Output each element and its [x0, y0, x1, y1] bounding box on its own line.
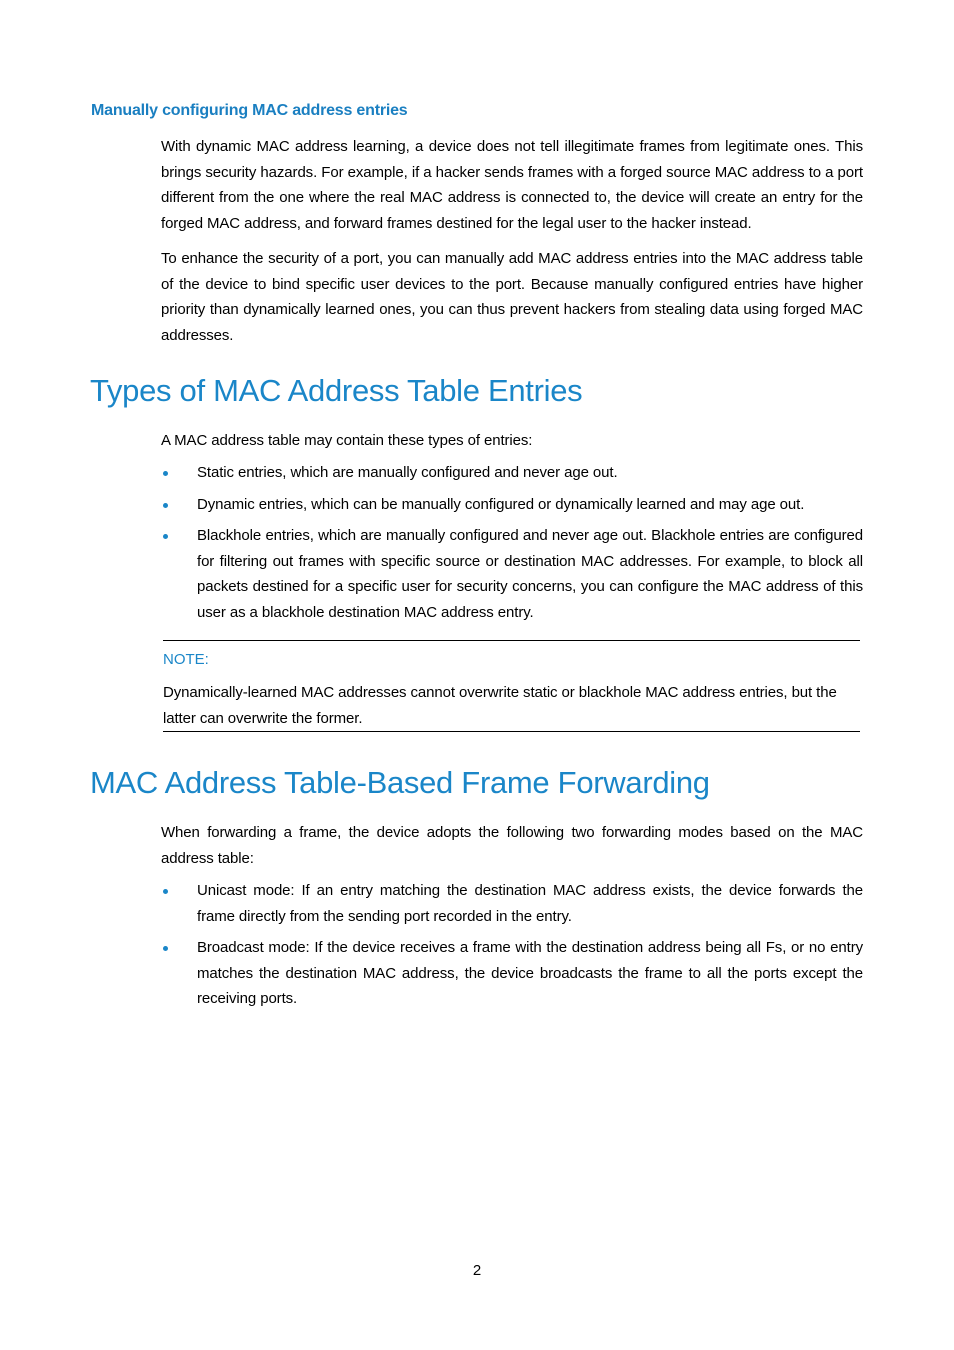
bullet-list [161, 878, 863, 1012]
list-item [161, 460, 863, 486]
list-item [161, 492, 863, 518]
paragraph: To enhance the security of a port, you can manually add MAC address entries into the MAC address table of the device to bind specific user devices to the port. Because manually configured entries have higher priority than dynamically learned ones, you can thus prevent hackers from stealing data using forged MAC addresses. [161, 250, 863, 344]
list-item-text: Static entries, which are manually configured and never age out. [197, 464, 618, 481]
note-text: Dynamically-learned MAC addresses cannot overwrite static or blackhole MAC address entries, but the latter can overwrite the former. [163, 684, 837, 727]
subsection-heading: Manually configuring MAC address entries [91, 102, 408, 119]
bullet-icon [163, 889, 168, 894]
paragraph: With dynamic MAC address learning, a device does not tell illegitimate frames from legitimate ones. This brings security hazards. For example, if a hacker sends frames with a forged source MAC address to a port different from the one where the real MAC address is connected to, the device will create an entry for the forged MAC address, and forward frames destined for the legal user to the hacker instead. [161, 138, 863, 232]
bullet-list [161, 460, 863, 626]
page-number: 2 [472, 1262, 482, 1279]
bullet-icon [163, 471, 168, 476]
paragraph: When forwarding a frame, the device adopts the following two forwarding modes based on the MAC address table: [161, 824, 863, 867]
bullet-icon [163, 534, 168, 539]
list-item-text: Dynamic entries, which can be manually configured or dynamically learned and may age out. [197, 495, 805, 513]
list-item [161, 878, 863, 929]
bullet-icon [163, 946, 168, 951]
list-item-text: Broadcast mode: If the device receives a frame with the destination address being all Fs, or no entry matches the destination MAC address, the device broadcasts the frame to all the ports except the receiving ports. [197, 939, 863, 1008]
note-label: NOTE: [163, 651, 209, 668]
bullet-icon [163, 503, 168, 508]
note-box [163, 640, 860, 732]
paragraph: A MAC address table may contain these types of entries: [161, 432, 533, 449]
list-item [161, 935, 863, 1012]
list-item-text: Unicast mode: If an entry matching the destination MAC address exists, the device forwards the frame directly from the sending port recorded in the entry. [197, 882, 863, 925]
section-heading: MAC Address Table-Based Frame Forwarding [90, 765, 710, 800]
list-item-text: Blackhole entries, which are manually configured and never age out. Blackhole entries are configured for filtering out frames with specific source or destination MAC addresses. For example, to block all packets destined for a specific user for security concerns, you can configure the MAC address of this user as a blackhole destination MAC address entry. [197, 527, 863, 621]
section-heading: Types of MAC Address Table Entries [90, 373, 583, 408]
list-item [161, 523, 863, 625]
